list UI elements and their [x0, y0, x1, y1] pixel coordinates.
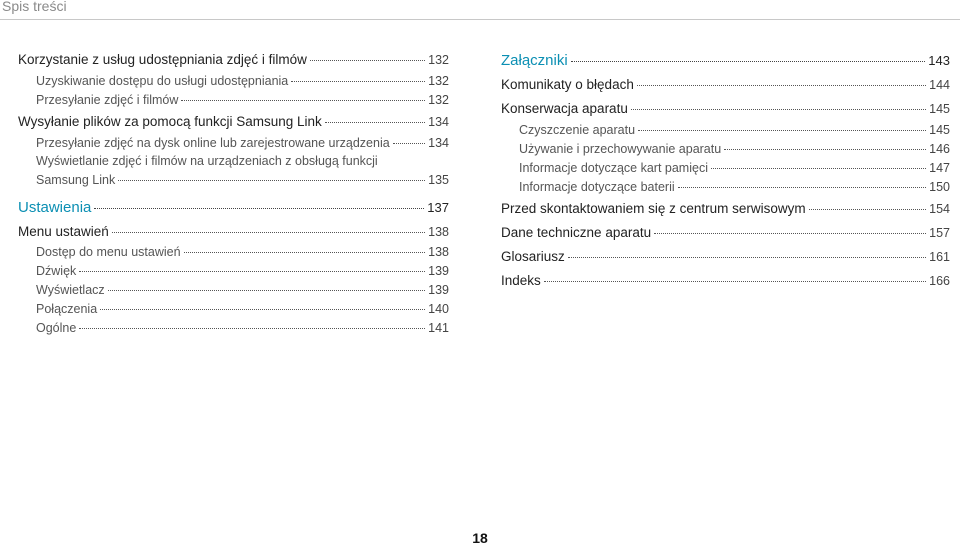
toc-page-number: 137 [427, 199, 449, 215]
dot-leader [393, 130, 425, 144]
page-number: 18 [472, 530, 488, 546]
toc-entry-title: Przed skontaktowaniem się z centrum serwisowym [501, 201, 806, 216]
toc-page-number: 143 [928, 53, 950, 68]
dot-leader [118, 168, 425, 182]
toc-entry-title: Korzystanie z usług udostępniania zdjęć i filmów [18, 52, 307, 67]
dot-leader [809, 196, 927, 211]
dot-leader [79, 259, 425, 273]
toc-right-column [501, 49, 950, 292]
page-header-title: Spis treści [2, 0, 67, 14]
toc-page-number: 139 [428, 283, 449, 297]
toc-entry-title: Ogólne [36, 321, 77, 335]
dot-leader [100, 297, 425, 311]
toc-entry[interactable] [501, 198, 950, 220]
toc-entry[interactable] [501, 222, 950, 244]
dot-leader [568, 244, 926, 259]
toc-entry-title: Menu ustawień [18, 223, 109, 239]
toc-page-number: 132 [428, 92, 449, 107]
dot-leader [94, 193, 424, 209]
toc-entry-title: Komunikaty o błędach [501, 77, 634, 92]
toc-page-number: 145 [929, 102, 950, 116]
toc-entry-title: Wyświetlacz [36, 283, 105, 297]
dot-leader [291, 68, 425, 82]
dot-leader [325, 109, 425, 124]
dot-leader [184, 240, 426, 254]
toc-page-number: 140 [428, 302, 449, 316]
dot-leader [112, 218, 425, 233]
dot-leader [711, 155, 926, 169]
dot-leader [544, 268, 926, 283]
toc-entry[interactable] [18, 319, 449, 338]
toc-page-number: 138 [428, 245, 449, 259]
toc-entry-title: Informacje dotyczące baterii [519, 179, 675, 194]
dot-leader [637, 72, 926, 87]
toc-entry[interactable] [18, 111, 449, 133]
toc-entry[interactable] [501, 177, 950, 196]
toc-page-number: 147 [929, 160, 950, 175]
toc-entry-title: Glosariusz [501, 249, 565, 264]
toc-entry-title: Dźwięk [36, 264, 77, 278]
dot-leader [638, 117, 926, 131]
toc-entry-title: Konserwacja aparatu [501, 101, 628, 116]
toc-page-number: 132 [428, 73, 449, 88]
toc-entry-title: Przesyłanie zdjęć na dysk online lub zarejestrowane urządzenia [36, 135, 390, 150]
toc-entry-title: Przesyłanie zdjęć i filmów [36, 92, 179, 107]
toc-page-number: 138 [428, 224, 449, 239]
toc-page-number: 134 [428, 115, 449, 129]
toc-entry-title: Dane techniczne aparatu [501, 225, 652, 240]
toc-entry-title: Indeks [501, 273, 541, 288]
toc-entry-title: Używanie i przechowywanie aparatu [519, 141, 722, 156]
dot-leader [678, 174, 927, 188]
toc-entry-title: Czyszczenie aparatu [519, 122, 636, 137]
dot-leader [724, 136, 926, 150]
toc-entry-title: Ustawienia [18, 198, 92, 216]
toc-page-number: 157 [929, 226, 950, 240]
toc-entry[interactable] [501, 74, 950, 96]
toc-page-number: 146 [929, 141, 950, 156]
toc-entry[interactable] [18, 152, 449, 190]
toc-page-number: 161 [929, 250, 950, 264]
toc-entry[interactable] [18, 196, 449, 219]
dot-leader [108, 278, 425, 292]
toc-entry[interactable] [501, 49, 950, 72]
toc-entry-title: Wysyłanie plików za pomocą funkcji Samsung Link [18, 114, 322, 129]
toc-page-number: 166 [929, 274, 950, 288]
toc-entry[interactable] [18, 90, 449, 109]
toc-left-column [18, 49, 449, 338]
toc-entry[interactable] [501, 270, 950, 292]
toc-entry-title: Załączniki [501, 52, 568, 69]
toc-entry[interactable] [18, 133, 449, 152]
toc-page-number: 144 [929, 78, 950, 92]
toc-page-number: 135 [428, 173, 449, 187]
toc-entry-title: Wyświetlanie zdjęć i filmów na urządzeniach z obsługą funkcji [36, 154, 378, 168]
toc-entry-title: Uzyskiwanie dostępu do usługi udostępniania [36, 73, 289, 88]
dot-leader [181, 87, 425, 101]
toc-entry-title: Dostęp do menu ustawień [36, 245, 181, 259]
dot-leader [310, 47, 425, 62]
toc-page-number: 139 [428, 264, 449, 278]
toc-page-number: 141 [428, 321, 449, 335]
toc-page-number: 134 [428, 135, 449, 150]
toc-entry-title: Informacje dotyczące kart pamięci [519, 160, 708, 175]
toc-entry-title: Samsung Link [36, 173, 116, 187]
toc-page-number: 132 [428, 53, 449, 67]
toc-entry-title: Połączenia [36, 302, 98, 316]
toc-entry[interactable] [501, 246, 950, 268]
dot-leader [79, 316, 425, 330]
dot-leader [571, 46, 926, 62]
dot-leader [654, 220, 926, 235]
header-divider [0, 19, 960, 20]
toc-page-number: 145 [929, 122, 950, 137]
toc-page-number: 154 [929, 202, 950, 216]
dot-leader [631, 96, 926, 111]
toc-page-number: 150 [929, 179, 950, 194]
